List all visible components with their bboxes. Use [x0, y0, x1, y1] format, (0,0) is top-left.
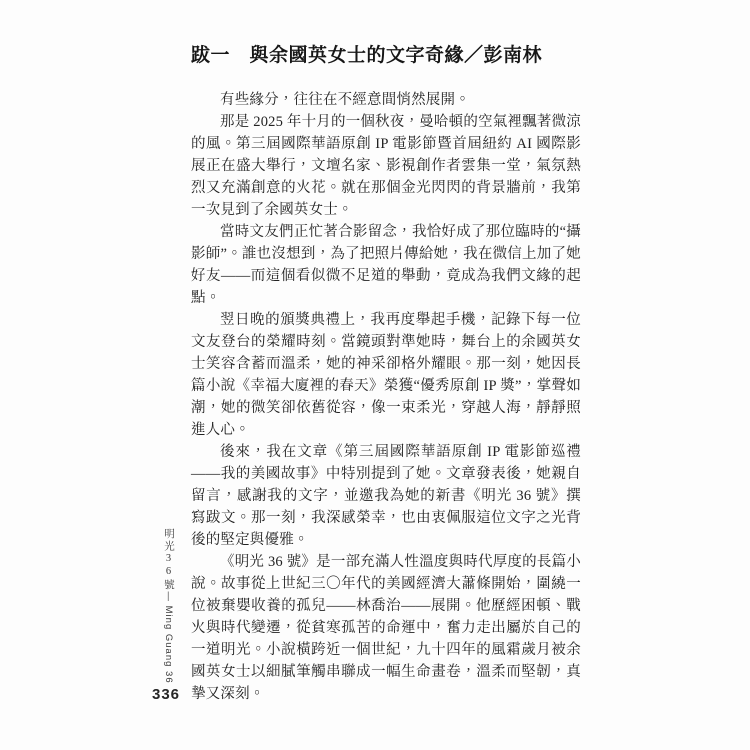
book-spine-title	[160, 528, 176, 684]
body-paragraph: 《明光 36 號》是一部充滿人性溫度與時代厚度的長篇小說。故事從上世紀三〇年代的美國經濟大蕭條開始，圍繞一位被棄嬰收養的孤兒——林喬治——展開。他歷經困頓、戰火與時代變遷，從貧寒孤苦的命運中，奮力走出屬於自己的一道明光。小說橫跨近一個世紀，九十四年的風霜歲月被余國英女士以細膩筆觸串聯成一幅生命畫卷，溫柔而堅韌，真摯又深刻。	[191, 554, 581, 702]
book-spine-title-latin: — Ming Guang 36	[163, 591, 174, 684]
body-paragraph: 翌日晚的頒獎典禮上，我再度舉起手機，記錄下每一位文友登台的榮耀時刻。當鏡頭對準她時，舞台上的余國英女士笑容含蓄而溫柔，她的神采卻格外耀眼。那一刻，她因長篇小說《幸福大廈裡的春天》榮獲“優秀原創 IP 獎”，掌聲如潮，她的微笑卻依舊從容，像一束柔光，穿越人海，靜靜照進人心。	[191, 312, 581, 438]
body-paragraph: 當時文友們正忙著合影留念，我恰好成了那位臨時的“攝影師”。誰也沒想到，為了把照片傳給她，我在微信上加了她好友——而這個看似微不足道的舉動，竟成為我們文緣的起點。	[191, 224, 581, 306]
chapter-title: 跋一 與余國英女士的文字奇緣／彭南林	[191, 45, 543, 66]
main-text-column	[191, 40, 581, 705]
body-text	[191, 89, 581, 705]
body-paragraph: 那是 2025 年十月的一個秋夜，曼哈頓的空氣裡飄著微涼的風。第三屆國際華語原創 IP 電影節暨首屆紐約 AI 國際影展正在盛大舉行，文壇名家、影視創作者雲集一堂，氣氛熱烈又充滿創意的火花。就在那個金光閃閃的背景牆前，我第一次見到了余國英女士。	[191, 114, 581, 218]
page-number: 336	[152, 686, 181, 703]
book-spine-title-cjk: 明光36號	[163, 528, 174, 592]
body-paragraph: 有些緣分，往往在不經意間悄然展開。	[220, 92, 470, 108]
body-paragraph: 後來，我在文章《第三屆國際華語原創 IP 電影節巡禮——我的美國故事》中特別提到了她。文章發表後，她親自留言，感謝我的文字，並邀我為她的新書《明光 36 號》撰寫跋文。那一刻，我深感榮幸，也由衷佩服這位文字之光背後的堅定與優雅。	[191, 444, 581, 548]
